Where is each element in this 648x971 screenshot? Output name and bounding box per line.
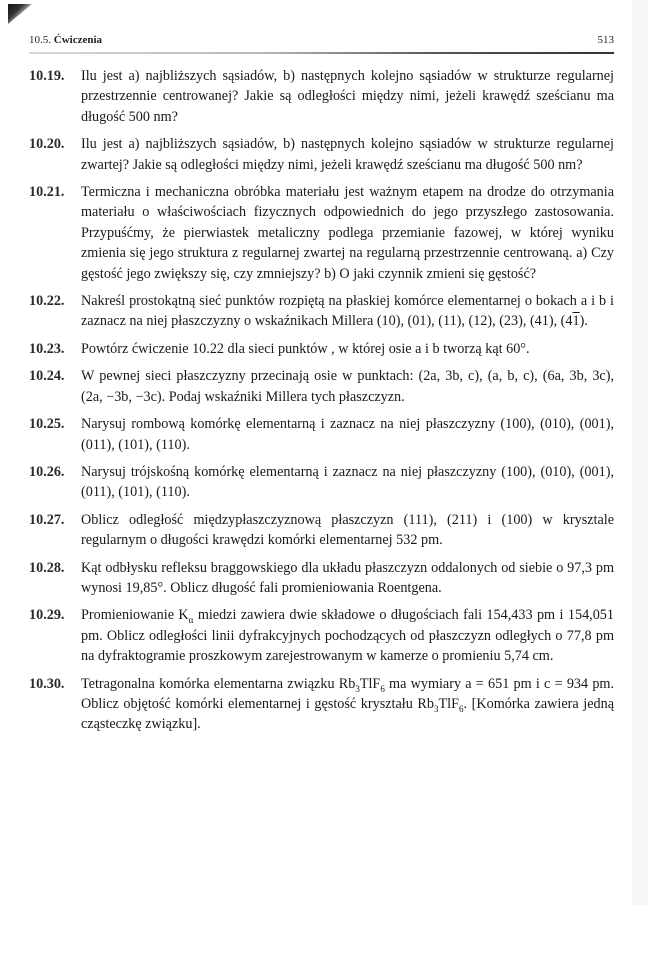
exercise-number: 10.23. [29, 340, 65, 357]
exercise-text: Powtórz ćwiczenie 10.22 dla sieci punktów , w której osie a i b tworzą kąt 60°. [81, 340, 530, 357]
exercise-text: Ilu jest a) najbliższych sąsiadów, b) następnych kolejno sąsiadów w strukturze regularnej zwartej? Jakie są odległości między nimi, jeżeli krawędź sześcianu ma długość 500 nm? [81, 136, 614, 173]
section-number: 10.5. [29, 34, 51, 46]
exercise-10-23 [29, 339, 614, 359]
exercise-number: 10.21. [29, 184, 65, 201]
text-segment: TlF [438, 695, 459, 712]
text-segment: . [Komórka zawiera jedną cząsteczkę związku]. [81, 695, 614, 733]
exercise-10-29 [29, 605, 614, 666]
subscript: 6 [380, 683, 385, 694]
exercise-number: 10.19. [29, 68, 65, 84]
text-segment: ma wymiary a = 651 pm i c = 934 pm. Oblicz objętość komórki elementarnej i gęstość kryształu Rb [81, 675, 614, 712]
exercise-text: Oblicz odległość międzypłaszczyznową płaszczyzn (111), (211) i (100) w krysztale regularnym o długości krawędzi komórki elementarnej 532 pm. [81, 511, 614, 549]
exercise-text: Termiczna i mechaniczna obróbka materiału jest ważnym etapem na drodze do otrzymania materiału o właściwościach fizycznych odpowiednich do jego przyszłego zastosowania. Przypuśćmy, że pierwiastek metaliczny podlega przemianie fazowej, w której wyniku zmienia się jego struktura z regularnej zwartej na regularną przestrzennie centrowaną. a) Czy gęstość jego zwiększy się, czy zmniejszy? b) O jaki czynnik zmieni się gęstość? [81, 184, 614, 282]
scan-corner-mark [8, 4, 32, 24]
overline-index: 1 [572, 313, 580, 330]
subscript: 3 [433, 703, 439, 714]
section-title: Ćwiczenia [53, 34, 103, 46]
header-rule [29, 52, 614, 54]
exercise-number: 10.22. [29, 293, 65, 310]
exercise-text: Kąt odbłysku refleksu braggowskiego dla układu płaszczyzn oddalonych od siebie o 97,3 pm wynosi 19,85°. Oblicz długość fali promieniowania Roentgena. [81, 559, 614, 596]
exercise-number: 10.20. [29, 136, 65, 153]
running-head [29, 34, 614, 46]
exercise-text: Narysuj rombową komórkę elementarną i zaznacz na niej płaszczyzny (100), (010), (001), (011), (101), (110). [81, 416, 614, 453]
exercise-number: 10.24. [29, 368, 65, 385]
exercise-10-20 [29, 134, 614, 175]
text-segment: Tetragonalna komórka elementarna związku Rb [81, 675, 356, 692]
subscript: 3 [355, 683, 360, 694]
exercise-list [29, 66, 614, 742]
exercise-10-19 [29, 66, 614, 127]
exercise-10-28 [29, 558, 614, 599]
exercise-10-25 [29, 414, 614, 455]
exercise-10-21 [29, 182, 614, 284]
exercise-text: W pewnej sieci płaszczyzny przecinają osie w punktach: (2a, 3b, c), (a, b, c), (6a, 3b, 3c), (2a, −3b, −3c). Podaj wskaźniki Millera tych płaszczyzn. [81, 368, 614, 405]
subscript: α [188, 615, 194, 626]
text-segment: TlF [359, 675, 381, 692]
exercise-10-24 [29, 366, 614, 407]
section-heading [29, 34, 102, 46]
exercise-10-26 [29, 462, 614, 503]
exercise-text [81, 674, 614, 735]
text-segment: Promieniowanie K [81, 607, 189, 624]
page-number: 513 [597, 34, 614, 46]
exercise-number: 10.26. [29, 463, 65, 480]
exercise-text: Ilu jest a) najbliższych sąsiadów, b) następnych kolejno sąsiadów w strukturze regularnej przestrzennie centrowanej? Jakie są odległości między nimi, jeżeli krawędź sześcianu ma długość 500 nm? [81, 68, 614, 125]
exercise-10-30 [29, 674, 614, 735]
exercise-text [81, 605, 614, 666]
scan-edge-shade [632, 0, 648, 905]
exercise-number: 10.29. [29, 607, 65, 624]
exercise-number: 10.30. [29, 675, 65, 692]
text-segment: miedzi zawiera dwie składowe o długościach fali 154,433 pm i 154,051 pm. Oblicz odległości linii dyfrakcyjnych pochodzących od płaszczyzn odległych o 77,8 pm na dyfraktogramie proszkowym zarejestrowanym w kamerze o promieniu 5,74 cm. [81, 607, 614, 665]
exercise-number: 10.27. [29, 511, 65, 528]
exercise-text [81, 291, 614, 332]
text-segment: ). [579, 313, 588, 330]
exercise-text: Narysuj trójskośną komórkę elementarną i zaznacz na niej płaszczyzny (100), (010), (001), (011), (101), (110). [81, 463, 614, 501]
text-segment: Nakreśl prostokątną sieć punktów rozpiętą na płaskiej komórce elementarnej o bokach a i b i zaznacz na niej płaszczyzny o wskaźnikach Millera (10), (01), (11), (12), (23), (41), (4 [81, 293, 614, 330]
exercise-10-27 [29, 510, 614, 551]
exercise-number: 10.28. [29, 559, 65, 576]
subscript: 6 [458, 703, 464, 714]
exercise-number: 10.25. [29, 416, 65, 433]
exercise-10-22 [29, 291, 614, 332]
